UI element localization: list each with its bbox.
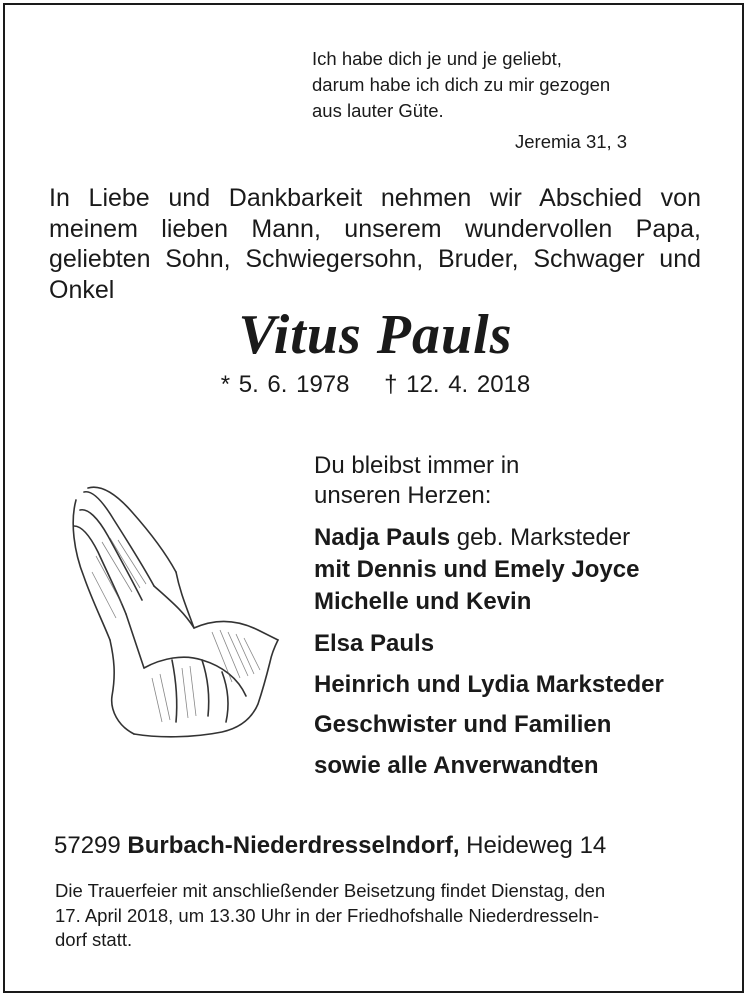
intro-line: meinem lieben Mann, unserem wundervollen Papa, <box>49 214 701 243</box>
service-line: dorf statt. <box>55 929 133 950</box>
address <box>54 832 606 860</box>
death-date: † 12. 4. 2018 <box>384 371 531 398</box>
street: Heideweg 14 <box>466 832 607 859</box>
verse-line: Ich habe dich je und je geliebt, <box>312 48 562 69</box>
mourner-children: Michelle und Kevin <box>314 588 532 615</box>
intro-line: In Liebe und Dankbarkeit nehmen wir Abschied von <box>49 184 701 212</box>
mourners-intro-line: unseren Herzen: <box>314 482 492 509</box>
mourner-parents-in-law: Heinrich und Lydia Marksteder <box>314 671 664 698</box>
mourners-intro-line: Du bleibst immer in <box>314 452 520 479</box>
verse-line: aus lauter Güte. <box>312 100 444 121</box>
intro-line: geliebten Sohn, Schwiegersohn, Bruder, Schwager und <box>49 245 701 273</box>
praying-hands-icon <box>62 482 282 742</box>
bible-verse <box>312 46 610 124</box>
intro-text <box>49 183 701 305</box>
town: Burbach-Niederdresselndorf, <box>127 832 460 859</box>
mourner-nadja-suffix: geb. Marksteder <box>450 524 631 551</box>
intro-line: Onkel <box>49 275 115 304</box>
mourner-elsa: Elsa Pauls <box>314 630 435 657</box>
verse-reference: Jeremia 31, 3 <box>515 131 628 152</box>
mourner-nadja <box>314 524 630 552</box>
postal-code: 57299 <box>54 832 121 859</box>
service-line: 17. April 2018, um 13.30 Uhr in der Friedhofshalle Niederdresseln- <box>55 904 599 926</box>
verse-line: darum habe ich dich zu mir gezogen <box>312 74 611 95</box>
mourner-nadja-name: Nadja Pauls <box>314 524 451 551</box>
deceased-name: Vitus Pauls <box>238 304 513 366</box>
service-line: Die Trauerfeier mit anschließender Beisetzung findet Dienstag, den <box>55 880 606 901</box>
mourner-relatives: sowie alle Anverwandten <box>314 752 599 779</box>
mourner-children: mit Dennis und Emely Joyce <box>314 556 640 583</box>
mourner-siblings: Geschwister und Familien <box>314 711 612 738</box>
service-notice <box>55 879 705 953</box>
life-dates <box>0 371 751 399</box>
birth-date: * 5. 6. 1978 <box>220 371 350 398</box>
